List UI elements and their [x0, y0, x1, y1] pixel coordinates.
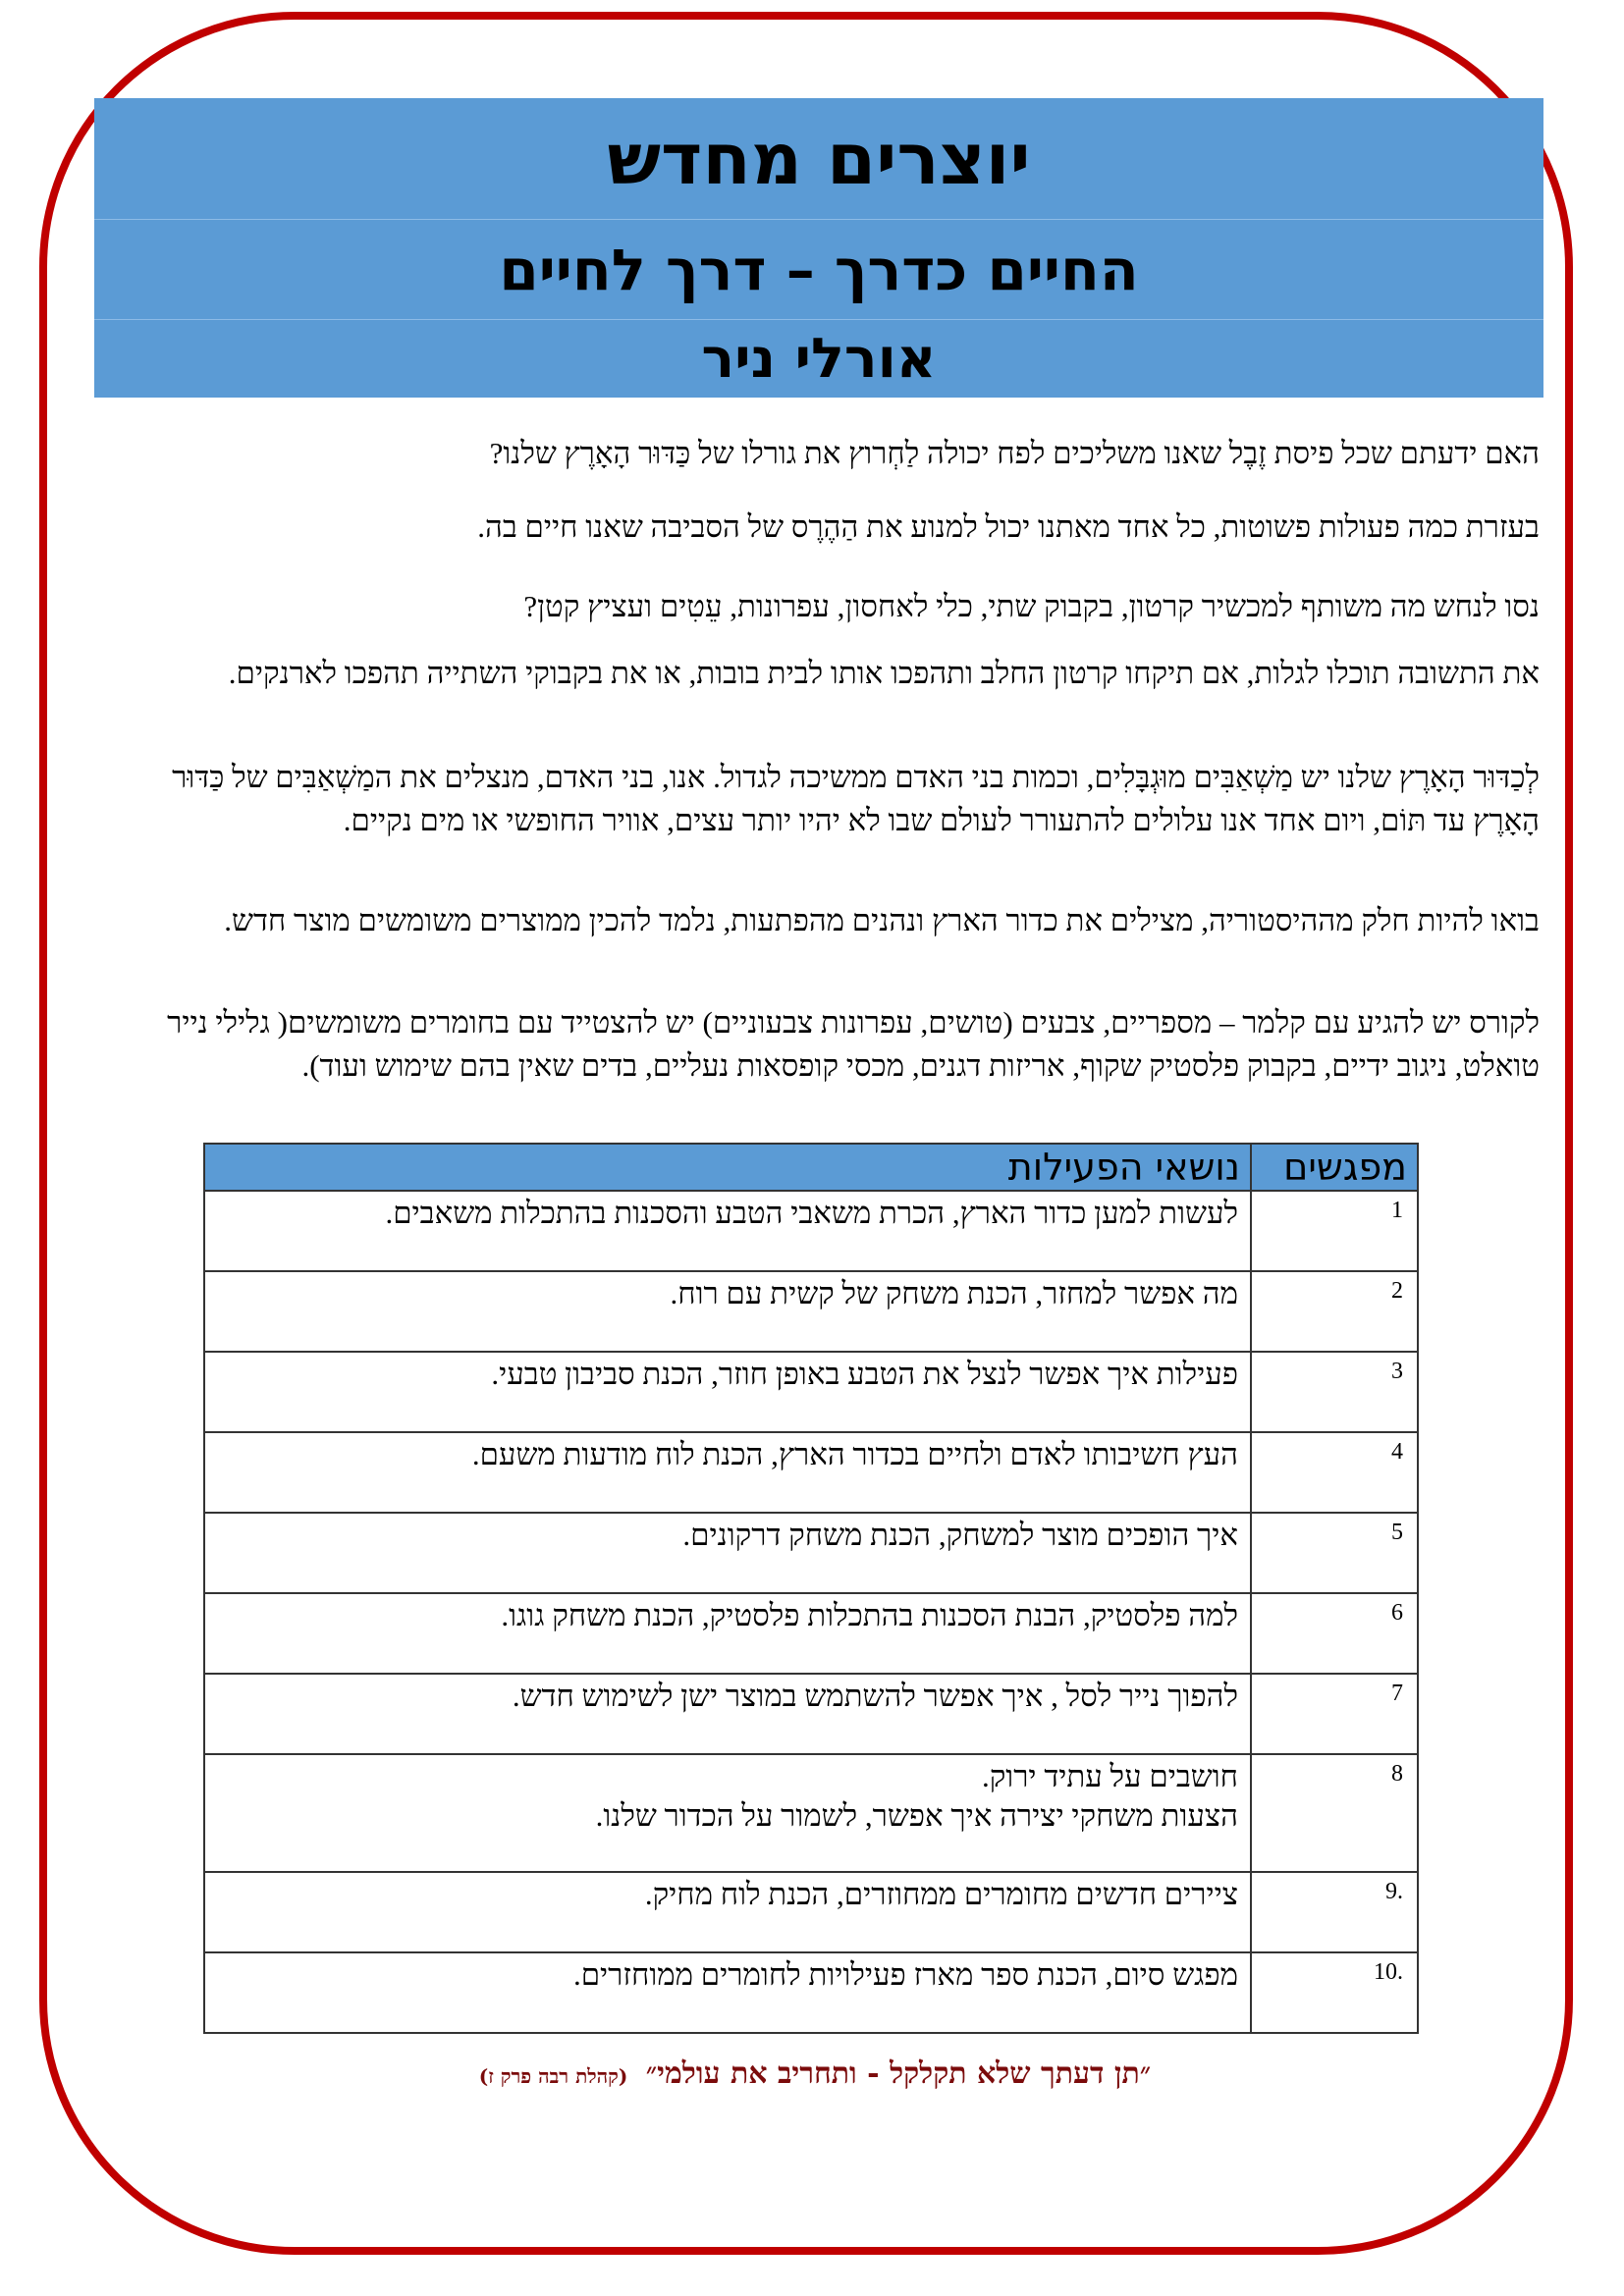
- meeting-number: 4: [1251, 1432, 1418, 1513]
- intro-paragraph: בעזרת כמה פעולות פשוטות, כל אחד מאתנו יכול למנוע את הַהֶרֶס של הסביבה שאנו חיים בה.: [477, 509, 1540, 544]
- meeting-topic: איך הופכים מוצר למשחק, הכנת משחק דרקונים.: [204, 1513, 1251, 1593]
- meeting-number: 2: [1251, 1271, 1418, 1352]
- answer-paragraph: את התשובה תוכלו לגלות, אם תיקחו קרטון החלב ותהפכו אותו לבית בובות, או את בקבוקי השתייה תהפכו לארנקים.: [228, 656, 1540, 690]
- materials-paragraph: לקורס יש להגיע עם קלמר – מספריים, צבעים (טושים, עפרונות צבעוניים) יש להצטייד עם בחומרים משומשים( גלילי נייר טואלט, ניגוב ידיים, בקבוק פלסטיק שקוף, אריזות דגנים, מכסי קופסאות נעליים, בדים שאין בהם שימוש ועוד).: [167, 1005, 1540, 1083]
- meeting-topic: חושבים על עתיד ירוק.: [981, 1759, 1238, 1793]
- meeting-topic-line2: הצעות משחקי יצירה איך אפשר, לשמור על הכדור שלנו.: [595, 1798, 1238, 1833]
- page-subtitle: החיים כדרך – דרך לחיים: [499, 236, 1139, 303]
- meeting-number: 8: [1251, 1754, 1418, 1872]
- footer-quote: [373, 2056, 1257, 2091]
- table-row: [204, 1593, 1418, 1674]
- meeting-number: 3: [1251, 1352, 1418, 1432]
- meeting-number: 6: [1251, 1593, 1418, 1674]
- activities-table: [203, 1143, 1419, 2034]
- author-name: אורלי ניר: [701, 327, 937, 391]
- meeting-topic: ציירים חדשים מחומרים ממחוזרים, הכנת לוח מחיק.: [204, 1872, 1251, 1952]
- table-row: [204, 1674, 1418, 1754]
- meeting-topic-cell: [204, 1754, 1251, 1872]
- page-title: יוצרים מחדש: [607, 117, 1031, 200]
- meeting-number: .9: [1251, 1872, 1418, 1952]
- meeting-topic: להפוך נייר לסל , איך אפשר להשתמש במוצר ישן לשימוש חדש.: [204, 1674, 1251, 1754]
- intro-paragraph: האם ידעתם שכל פיסת זֶבֶל שאנו משליכים לפח יכולה לַחְרוץ את גורלו של כַּדּוּר הָאָרֶץ שלנו?: [489, 436, 1540, 470]
- meeting-topic: העץ חשיבותו לאדם ולחיים בכדור הארץ, הכנת לוח מודעות משעם.: [204, 1432, 1251, 1513]
- table-row: [204, 1191, 1418, 1271]
- quote-source: (קהלת רבה פרק ז): [478, 2064, 628, 2088]
- meeting-topic: לעשות למען כדור הארץ, הכרת משאבי הטבע והסכנות בהתכלות משאבים.: [204, 1191, 1251, 1271]
- meeting-topic: מפגש סיום, הכנת ספר מארז פעילויות לחומרים ממוחזרים.: [204, 1952, 1251, 2033]
- quote-text: ״תן דעתך שלא תקלקל - ותחריב את עולמי״: [645, 2056, 1152, 2091]
- table-row: [204, 1872, 1418, 1952]
- table-header-row: [204, 1144, 1418, 1191]
- header-meetings: מפגשים: [1251, 1144, 1418, 1191]
- meeting-number: 1: [1251, 1191, 1418, 1271]
- table-row: [204, 1952, 1418, 2033]
- meeting-number: .10: [1251, 1952, 1418, 2033]
- table-row: [204, 1754, 1418, 1872]
- meeting-number: 7: [1251, 1674, 1418, 1754]
- invite-paragraph: בואו להיות חלק מההיסטוריה, מצילים את כדור הארץ ונהנים מהפתעות, נלמד להכין ממוצרים משומשים מוצר חדש.: [224, 903, 1540, 937]
- table-row: [204, 1271, 1418, 1352]
- intro-paragraph: נסו לנחש מה משותף למכשיר קרטון, בקבוק שתי, כלי לאחסון, עפרונות, עֵטִים ועציץ קטן?: [523, 589, 1540, 623]
- header-banner: [94, 98, 1543, 398]
- table-row: [204, 1432, 1418, 1513]
- meeting-topic: למה פלסטיק, הבנת הסכנות בהתכלות פלסטיק, הכנת משחק גוגו.: [204, 1593, 1251, 1674]
- meeting-number: 5: [1251, 1513, 1418, 1593]
- meeting-topic: מה אפשר למחזר, הכנת משחק של קשית עם רוח.: [204, 1271, 1251, 1352]
- table-row: [204, 1352, 1418, 1432]
- resources-paragraph: לְכַדּוּר הָאָרֶץ שלנו יש מַשְׁאַבִּים מוּגְבָּלִים, וכמות בני האדם ממשיכה לגדול. אנו, בני האדם, מנצלים את המַשְׁאַבִּים של כַּדּוּר הָאָרֶץ עד תּוֹם, ויום אחד אנו עלולים להתעורר לעולם שבו לא יהיו יותר עצים, אוויר החופשי או מים נקיים.: [172, 760, 1540, 837]
- header-topics: נושאי הפעילות: [204, 1144, 1251, 1191]
- table-row: [204, 1513, 1418, 1593]
- meeting-topic: פעילות איך אפשר לנצל את הטבע באופן חוזר, הכנת סביבון טבעי.: [204, 1352, 1251, 1432]
